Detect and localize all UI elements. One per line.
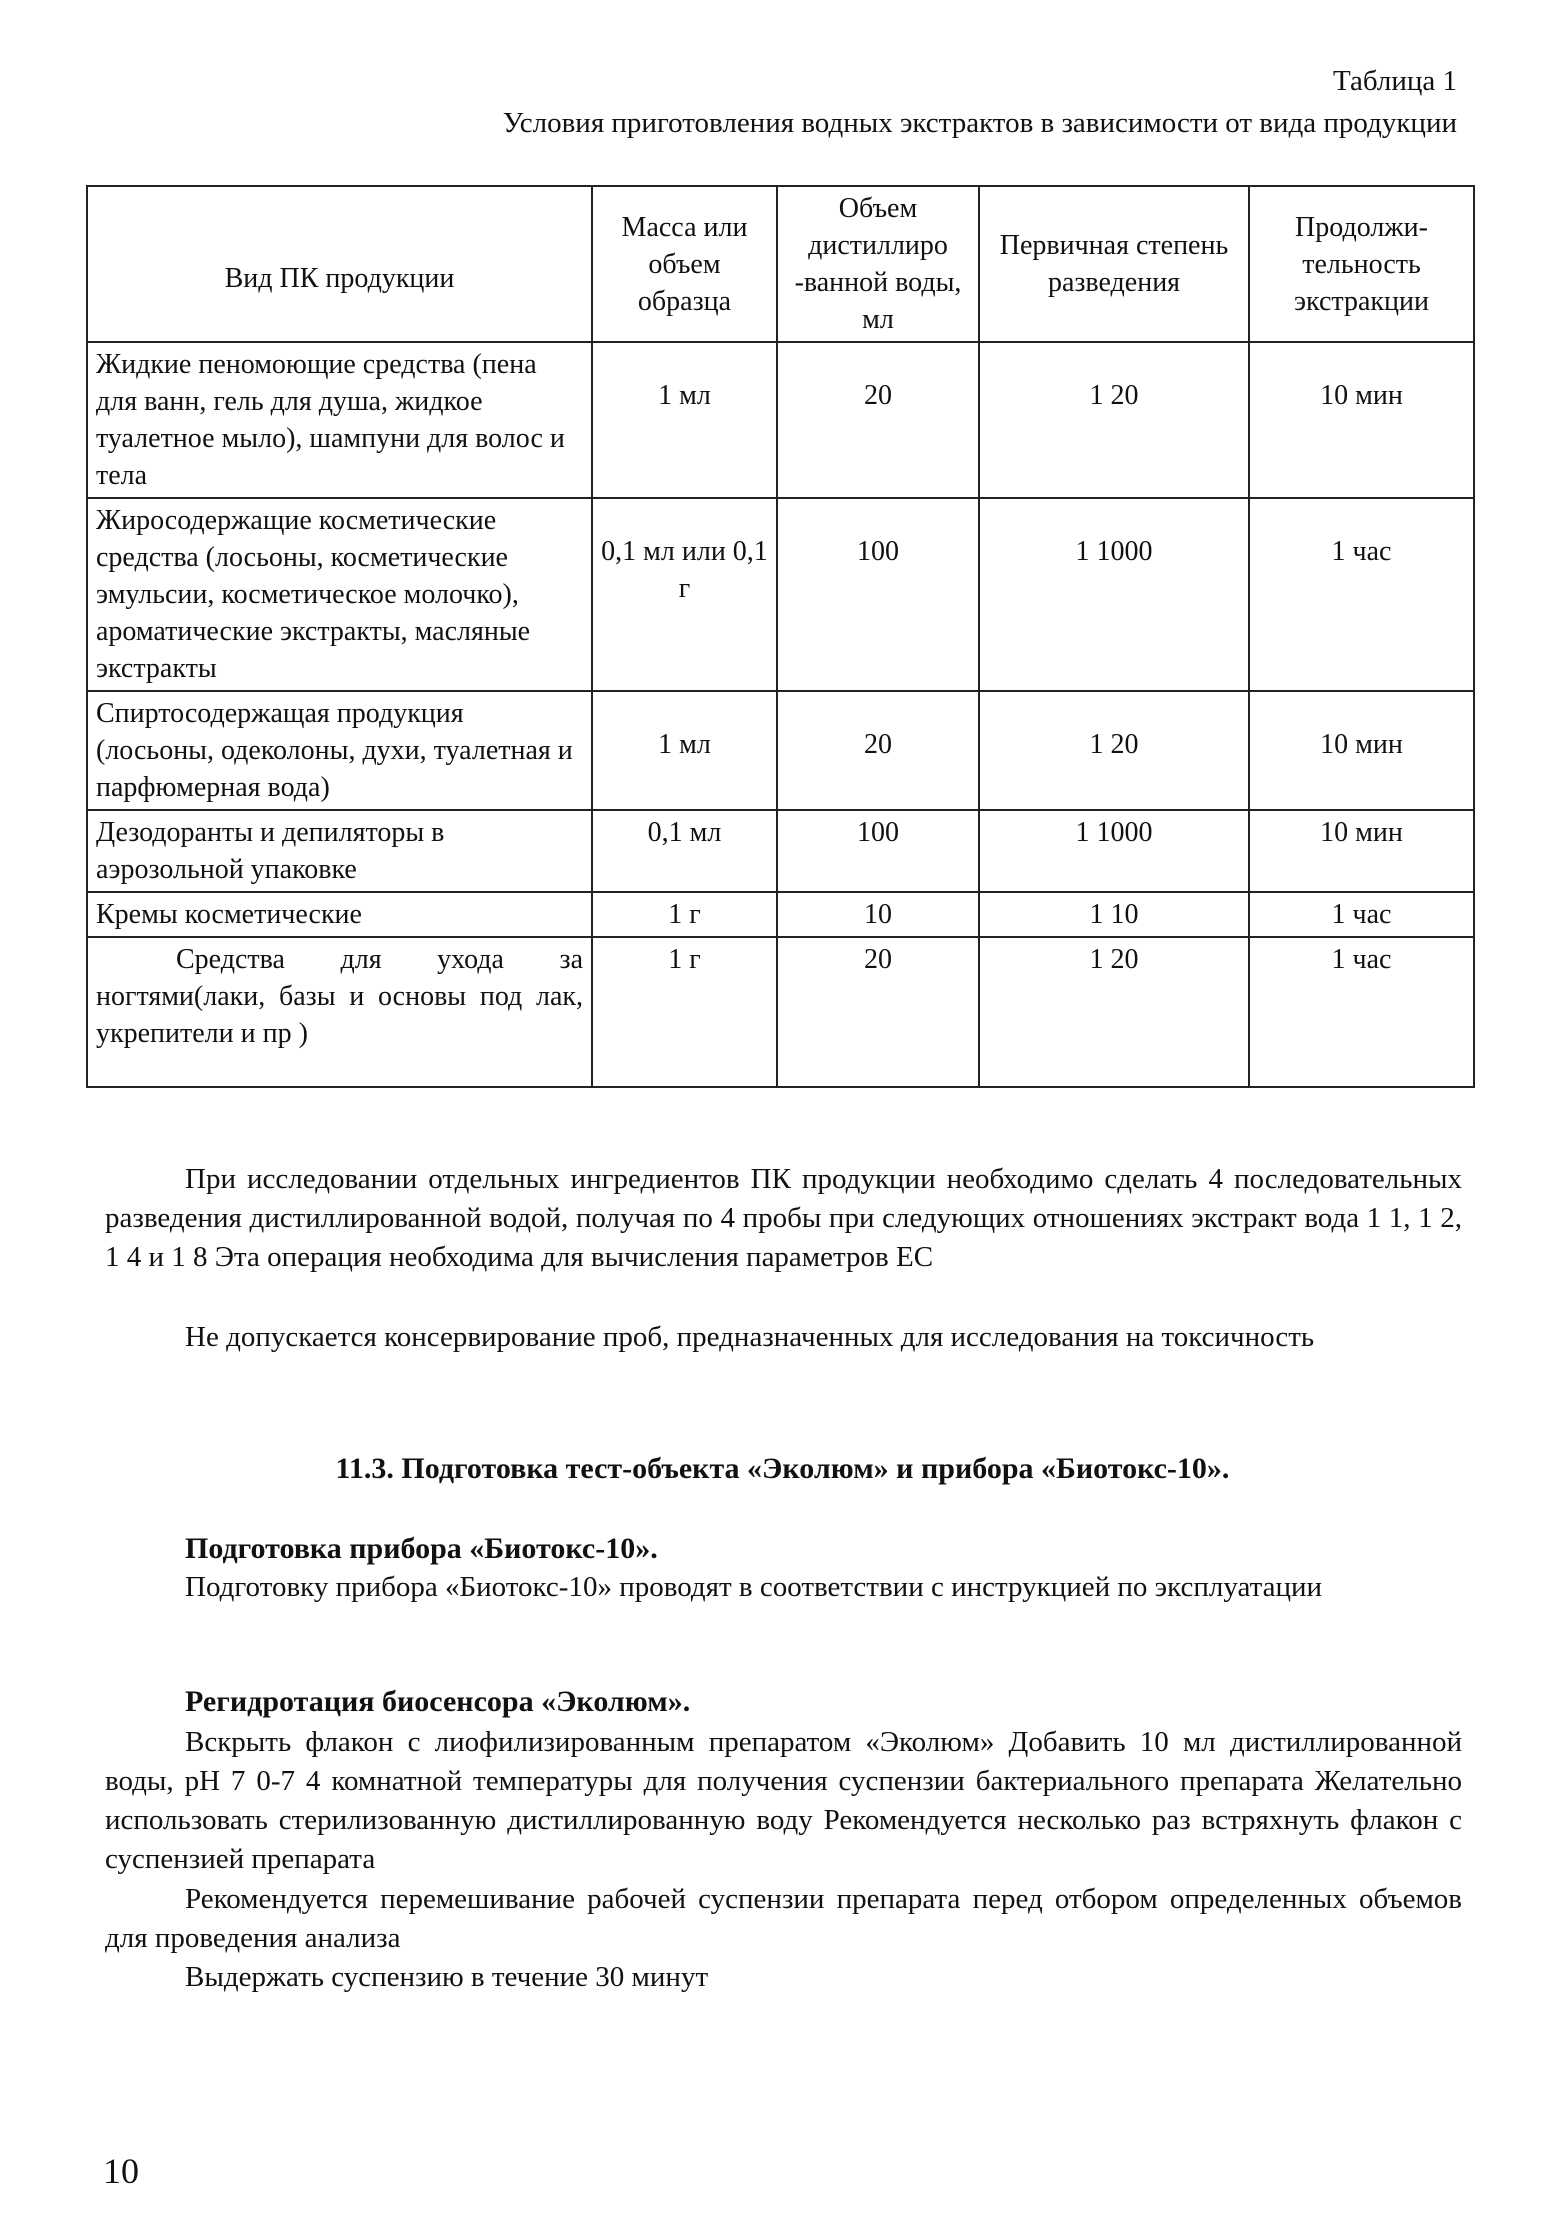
product-type-cell: Спиртосодержащая продукция (лосьоны, одеколоны, духи, туалетная и парфюмерная вода) xyxy=(87,691,592,810)
duration-cell: 10 мин xyxy=(1249,810,1474,892)
duration-cell: 10 мин xyxy=(1249,342,1474,498)
section-heading: 11.3. Подготовка тест-объекта «Эколюм» и прибора «Биотокс-10». xyxy=(335,1452,1230,1485)
duration-cell: 1 час xyxy=(1249,498,1474,691)
water-volume-cell: 10 xyxy=(777,892,979,937)
dilution-cell: 1 10 xyxy=(979,892,1249,937)
duration-cell: 1 час xyxy=(1249,937,1474,1087)
sample-mass-cell: 1 г xyxy=(592,937,777,1087)
table-caption: Условия приготовления водных экстрактов в зависимости от вида продукции xyxy=(502,107,1457,139)
sample-mass-cell: 0,1 мл xyxy=(592,810,777,892)
paragraph-mixing: Рекомендуется перемешивание рабочей суспензии препарата перед отбором определенных объемов для проведения анализа xyxy=(105,1883,1462,1954)
dilution-cell: 1 1000 xyxy=(979,498,1249,691)
subheading-biosensor: Регидротация биосенсора «Эколюм». xyxy=(185,1685,691,1718)
extraction-conditions-table xyxy=(86,185,1475,1088)
sample-mass-cell: 1 мл xyxy=(592,342,777,498)
water-volume-cell: 20 xyxy=(777,691,979,810)
header-duration: Продолжи- тельность экстракции xyxy=(1249,186,1474,342)
duration-cell: 1 час xyxy=(1249,892,1474,937)
sample-mass-cell: 1 г xyxy=(592,892,777,937)
dilution-cell: 1 20 xyxy=(979,342,1249,498)
table-row xyxy=(87,937,1474,1087)
water-volume-cell: 20 xyxy=(777,342,979,498)
header-dilution: Первичная степень разведения xyxy=(979,186,1249,342)
water-volume-cell: 100 xyxy=(777,810,979,892)
product-type-cell: Жиросодержащие косметические средства (лосьоны, косметические эмульсии, косметическое молочко), ароматические экстракты, масляные экстракты xyxy=(87,498,592,691)
sample-mass-cell: 1 мл xyxy=(592,691,777,810)
subheading-device-preparation: Подготовка прибора «Биотокс-10». xyxy=(185,1532,658,1565)
dilution-cell: 1 1000 xyxy=(979,810,1249,892)
sample-mass-cell: 0,1 мл или 0,1 г xyxy=(592,498,777,691)
table-row xyxy=(87,892,1474,937)
product-type-cell: Кремы косметические xyxy=(87,892,592,937)
header-product-type: Вид ПК продукции xyxy=(87,186,592,342)
paragraph-biosensor-steps: Вскрыть флакон с лиофилизированным препаратом «Эколюм» Добавить 10 мл дистиллированной воды, pH 7 0-7 4 комнатной температуры для получения суспензии бактериального препарата Желательно использовать стерилизованную дистиллированную воду Рекомендуется несколько раз встряхнуть флакон с суспензией препарата xyxy=(105,1726,1462,1875)
header-sample-mass: Масса или объем образца xyxy=(592,186,777,342)
table-header-row xyxy=(87,186,1474,342)
product-type-cell: Жидкие пеномоющие средства (пена для ванн, гель для душа, жидкое туалетное мыло), шампуни для волос и тела xyxy=(87,342,592,498)
product-type-cell: Дезодоранты и депиляторы в аэрозольной упаковке xyxy=(87,810,592,892)
dilution-cell: 1 20 xyxy=(979,937,1249,1087)
paragraph-hold-time: Выдержать суспензию в течение 30 минут xyxy=(185,1961,709,1993)
paragraph-no-preservation: Не допускается консервирование проб, предназначенных для исследования на токсичность xyxy=(185,1321,1315,1353)
table-row xyxy=(87,498,1474,691)
product-type-cell: Средства для ухода за ногтями(лаки, базы и основы под лак, укрепители и пр ) xyxy=(87,937,592,1087)
table-row xyxy=(87,810,1474,892)
paragraph-device-preparation: Подготовку прибора «Биотокс-10» проводят в соответствии с инструкцией по эксплуатации xyxy=(185,1571,1323,1603)
dilution-cell: 1 20 xyxy=(979,691,1249,810)
water-volume-cell: 20 xyxy=(777,937,979,1087)
duration-cell: 10 мин xyxy=(1249,691,1474,810)
water-volume-cell: 100 xyxy=(777,498,979,691)
table-row xyxy=(87,342,1474,498)
header-water-volume: Объем дистиллиро -ванной воды, мл xyxy=(777,186,979,342)
table-row xyxy=(87,691,1474,810)
page-number: 10 xyxy=(103,2151,139,2191)
paragraph-dilutions: При исследовании отдельных ингредиентов ПК продукции необходимо сделать 4 последовательных разведения дистиллированной водой, получая по 4 пробы при следующих отношениях экстракт вода 1 1, 1 2, 1 4 и 1 8 Эта операция необходима для вычисления параметров ЕС xyxy=(105,1163,1462,1273)
table-label: Таблица 1 xyxy=(1332,65,1457,97)
